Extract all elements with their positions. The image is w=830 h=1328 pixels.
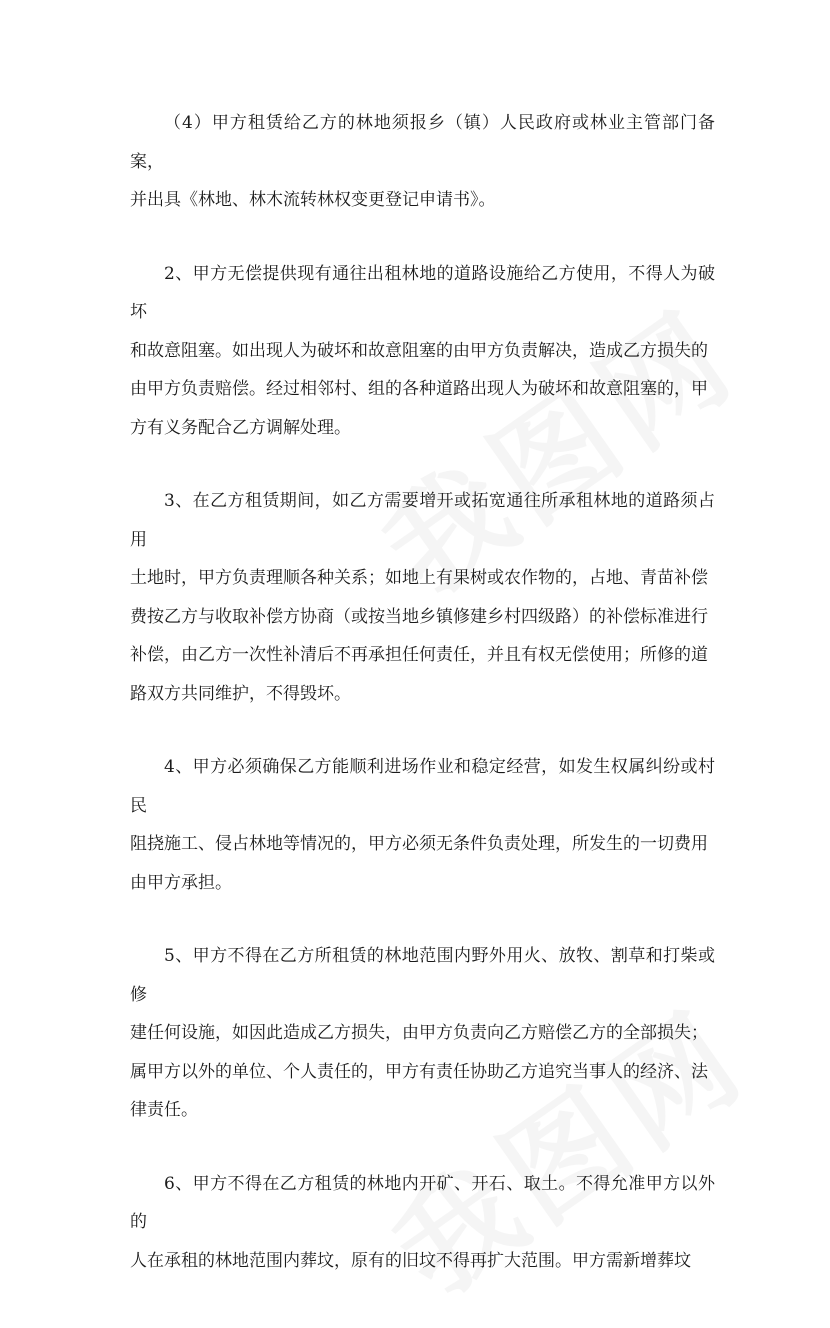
paragraph-clause-6 bbox=[130, 1165, 715, 1281]
text-line: 3、在乙方租赁期间，如乙方需要增开或拓宽通往所承租林地的道路须占用 bbox=[130, 491, 715, 550]
text-line: 人在承租的林地范围内葬坟，原有的旧坟不得再扩大范围。甲方需新增葬坟 bbox=[130, 1250, 691, 1271]
paragraph-clause-4b bbox=[130, 748, 715, 902]
text-line: 5、甲方不得在乙方所租赁的林地范围内野外用火、放牧、割草和打柴或修 bbox=[130, 946, 715, 1005]
text-line: 阻挠施工、侵占林地等情况的，甲方必须无条件负责处理，所发生的一切费用 bbox=[130, 834, 708, 854]
text-line: 由甲方负责赔偿。经过相邻村、组的各种道路出现人为破坏和故意阻塞的，甲 bbox=[130, 379, 708, 399]
text-line: 补偿，由乙方一次性补清后不再承担任何责任，并且有权无偿使用；所修的道 bbox=[130, 645, 708, 665]
text-line: （4）甲方租赁给乙方的林地须报乡（镇）人民政府或林业主管部门备案， bbox=[130, 113, 715, 172]
text-line: 方有义务配合乙方调解处理。 bbox=[130, 417, 351, 438]
paragraph-clause-3 bbox=[130, 482, 715, 713]
paragraph-clause-2 bbox=[130, 255, 715, 448]
text-line: 费按乙方与收取补偿方协商（或按当地乡镇修建乡村四级路）的补偿标准进行 bbox=[130, 606, 708, 627]
text-line: 6、甲方不得在乙方租赁的林地内开矿、开石、取土。不得允准甲方以外的 bbox=[130, 1173, 715, 1232]
paragraph-clause-4 bbox=[130, 104, 715, 220]
text-line: 4、甲方必须确保乙方能顺利进场作业和稳定经营，如发生权属纠纷或村民 bbox=[130, 757, 715, 816]
text-line: 律责任。 bbox=[130, 1100, 198, 1120]
document-body bbox=[130, 104, 715, 1315]
text-line: 建任何设施，如因此造成乙方损失，由甲方负责向乙方赔偿乙方的全部损失； bbox=[130, 1023, 708, 1043]
text-line: 和故意阻塞。如出现人为破坏和故意阻塞的由甲方负责解决，造成乙方损失的 bbox=[130, 340, 708, 361]
text-line: 并出具《林地、林木流转林权变更登记申请书》。 bbox=[130, 190, 496, 210]
paragraph-clause-5 bbox=[130, 937, 715, 1130]
text-line: 土地时，甲方负责理顺各种关系；如地上有果树或农作物的，占地、青苗补偿 bbox=[130, 568, 708, 588]
text-line: 2、甲方无偿提供现有通往出租林地的道路设施给乙方使用，不得人为破坏 bbox=[130, 263, 715, 322]
text-line: 属甲方以外的单位、个人责任的，甲方有责任协助乙方追究当事人的经济、法 bbox=[130, 1061, 708, 1082]
text-line: 路双方共同维护，不得毁坏。 bbox=[130, 683, 351, 704]
text-line: 由甲方承担。 bbox=[130, 872, 232, 893]
